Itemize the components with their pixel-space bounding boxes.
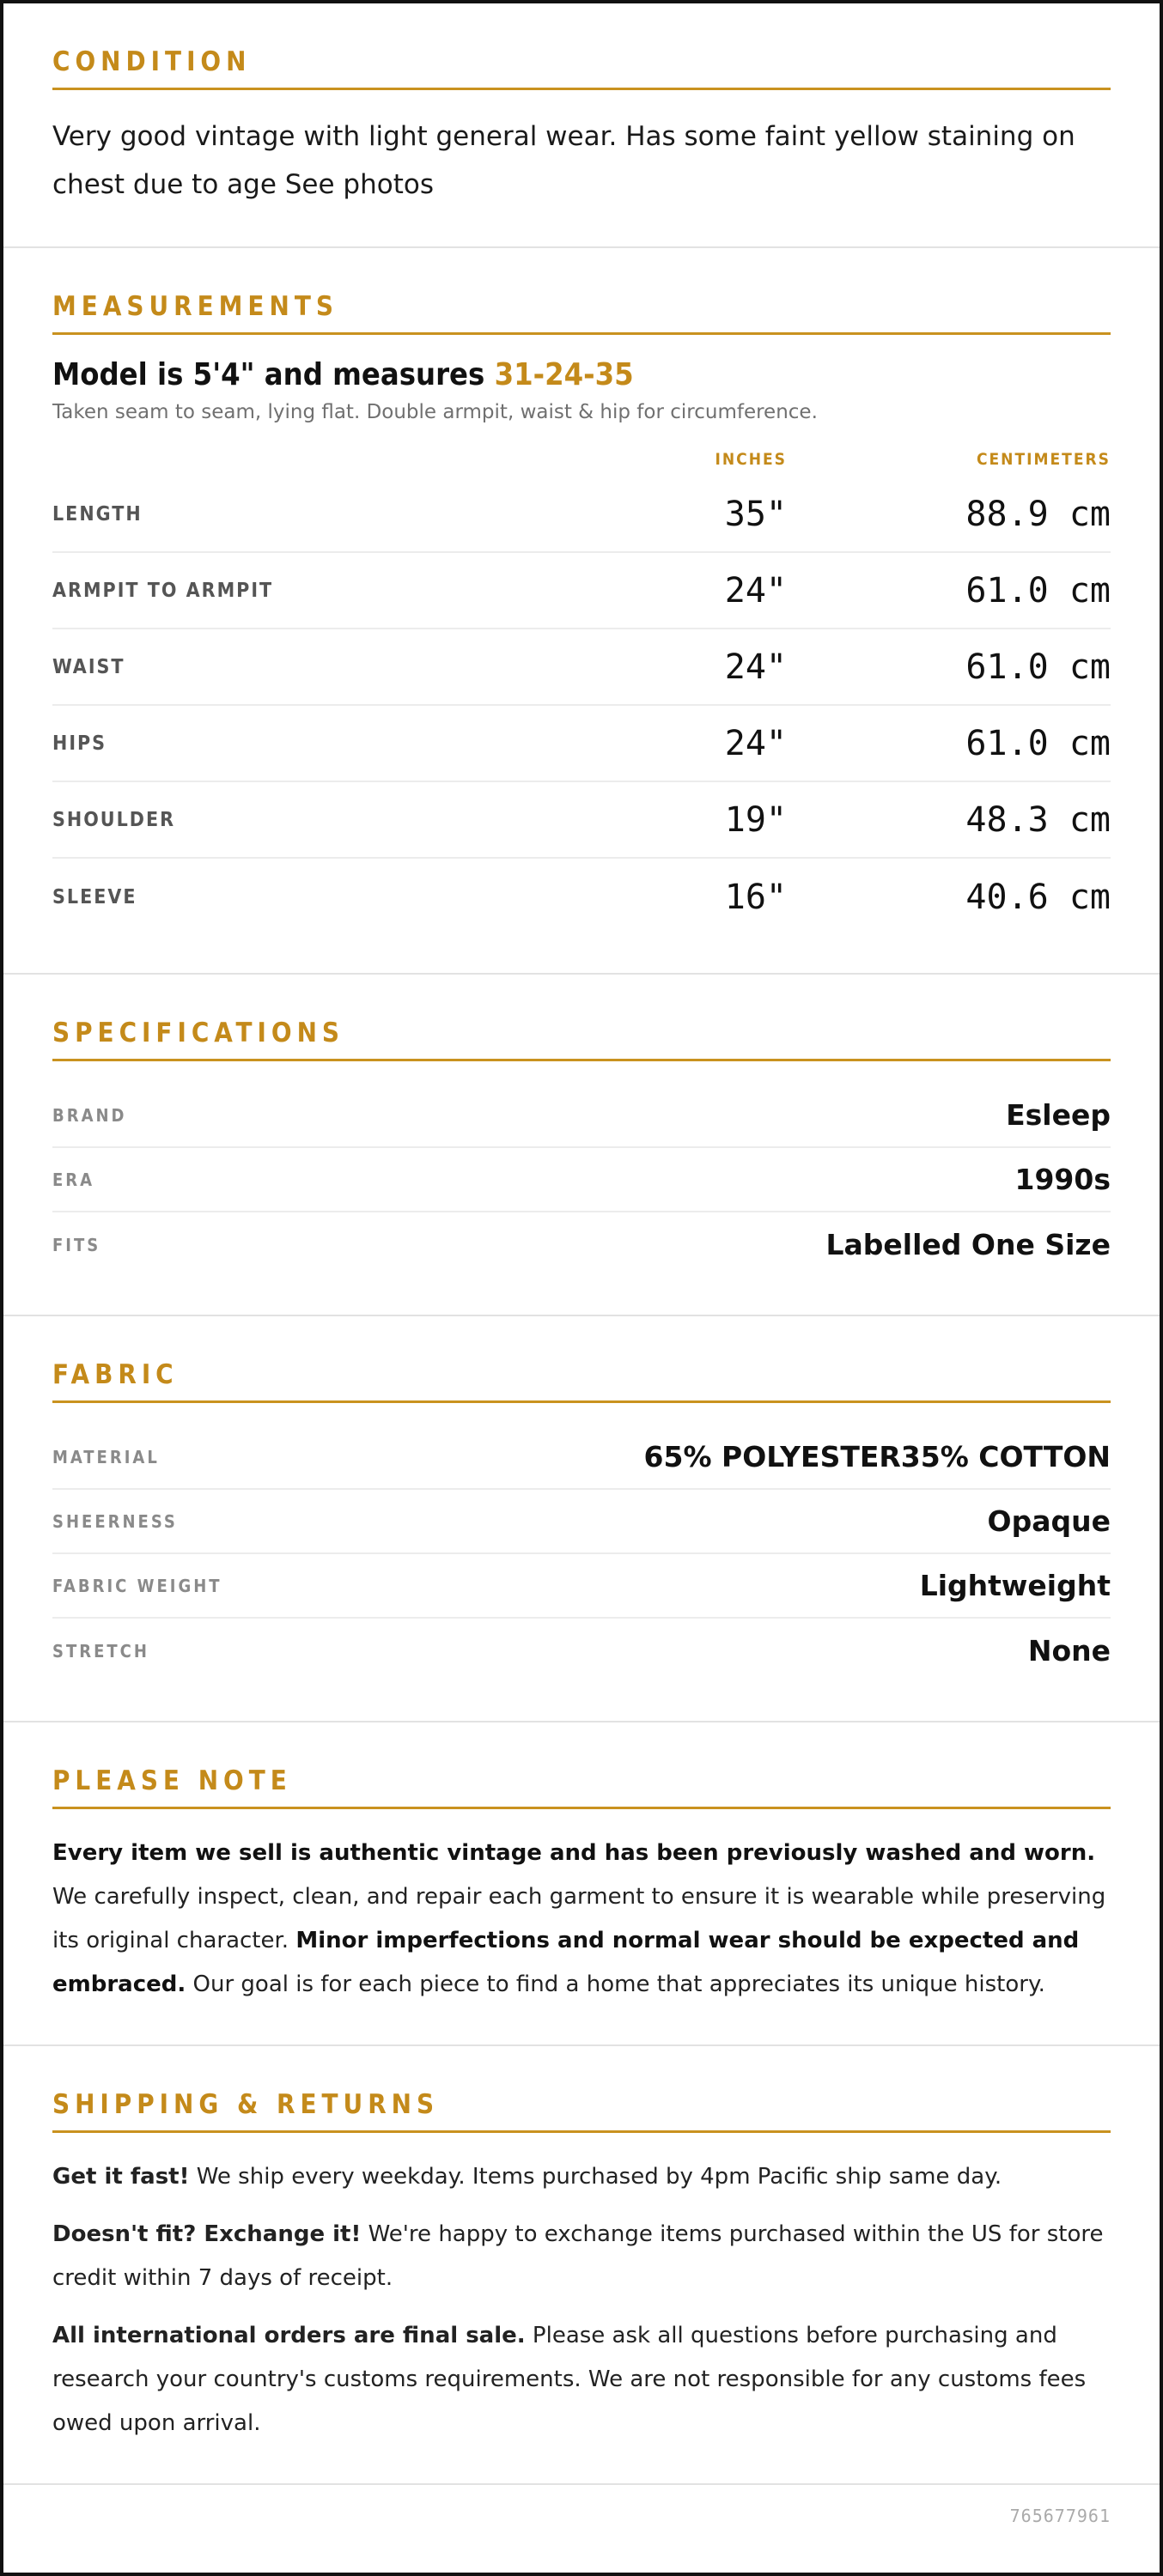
shipping-international-text: Please ask all questions before purchasing and research your country's customs requirements. We are not responsible for any customs fees owed upon arrival. [52,2323,1087,2436]
measurement-label: SHOULDER [52,808,176,831]
shipping-exchange-bold: Doesn't fit? Exchange it! [52,2221,362,2247]
note-text-1: We carefully inspect, clean, and repair each garment to ensure it is wearable while preserving its original character. [52,1884,1106,1953]
condition-text: Very good vintage with light general wear. Has some faint yellow staining on chest due to age See photos [52,121,1075,200]
list-item [52,1425,1111,1490]
shipping-fast-text: We ship every weekday. Items purchased by 4pm Pacific ship same day. [189,2164,1002,2190]
fabric-label: SHEERNESS [52,1510,178,1532]
shipping-title: SHIPPING & RETURNS [52,2089,1111,2133]
measurements-section [3,248,1160,975]
measurement-label: LENGTH [52,502,143,526]
specifications-list [52,1084,1111,1277]
measurement-inches: 24" [724,647,787,687]
measurement-inches: 24" [724,570,787,611]
table-row [52,859,1111,935]
fabric-value: None [1027,1634,1111,1668]
condition-title: CONDITION [52,46,1111,90]
header-inches: INCHES [715,450,787,469]
spec-label: BRAND [52,1104,127,1126]
model-measurements [52,357,1111,392]
measurement-cm: 61.0 cm [965,647,1111,687]
list-item [52,1084,1111,1148]
measurements-header [52,442,1111,477]
measurement-inches: 16" [724,877,787,917]
fabric-title: FABRIC [52,1359,1111,1403]
model-stats: 31-24-35 [494,357,634,392]
fabric-label: STRETCH [52,1640,149,1662]
table-row [52,782,1111,859]
spec-value: Labelled One Size [825,1228,1111,1261]
measurement-inches: 35" [724,494,787,534]
list-item [52,1148,1111,1212]
spec-value: Esleep [1006,1098,1111,1132]
spec-label: FITS [52,1234,101,1255]
table-row [52,629,1111,706]
note-text-2: Our goal is for each piece to find a home that appreciates its unique history. [186,1971,1045,1997]
spec-label: ERA [52,1169,95,1190]
measurement-cm: 40.6 cm [965,877,1111,917]
shipping-international-bold: All international orders are final sale. [52,2323,526,2348]
shipping-fast [52,2155,1111,2199]
shipping-exchange-text: We're happy to exchange items purchased within the US for store credit within 7 days of receipt. [52,2221,1104,2291]
measurements-title: MEASUREMENTS [52,291,1111,335]
spec-value: 1990s [1014,1163,1111,1196]
shipping-international [52,2314,1111,2445]
please-note-title: PLEASE NOTE [52,1765,1111,1809]
table-row [52,477,1111,553]
measurement-inches: 24" [724,723,787,763]
shipping-fast-bold: Get it fast! [52,2164,190,2190]
list-item [52,1619,1111,1683]
fabric-value: 65% POLYESTER35% COTTON [643,1440,1111,1473]
fabric-value: Lightweight [919,1569,1111,1602]
fabric-label: FABRIC WEIGHT [52,1575,222,1596]
header-centimeters: CENTIMETERS [976,450,1111,469]
measurement-label: WAIST [52,655,125,678]
measurement-cm: 48.3 cm [965,799,1111,840]
measurement-label: ARMPIT TO ARMPIT [52,579,274,602]
measurement-cm: 88.9 cm [965,494,1111,534]
measurement-cm: 61.0 cm [965,570,1111,611]
specifications-title: SPECIFICATIONS [52,1018,1111,1061]
fabric-section [3,1316,1160,1722]
measurement-inches: 19" [724,799,787,840]
please-note-section [3,1722,1160,2046]
table-row [52,553,1111,629]
product-sku: 765677961 [1009,2506,1111,2526]
measurement-label: HIPS [52,732,107,755]
model-prefix: Model is 5'4" and measures [52,357,495,392]
please-note-text [52,1832,1111,2007]
list-item [52,1212,1111,1277]
shipping-section [3,2046,1160,2485]
measurement-cm: 61.0 cm [965,723,1111,763]
specifications-section [3,975,1160,1316]
measurements-table [52,477,1111,935]
note-bold-2: Minor imperfections and normal wear should be expected and embraced. [52,1928,1080,1997]
fabric-value: Opaque [987,1504,1111,1538]
table-row [52,706,1111,782]
shipping-exchange [52,2213,1111,2300]
list-item [52,1490,1111,1554]
footer [3,2485,1160,2547]
measurement-label: SLEEVE [52,885,137,908]
fabric-label: MATERIAL [52,1446,160,1467]
measurement-note: Taken seam to seam, lying flat. Double armpit, waist & hip for circumference. [52,401,818,423]
fabric-list [52,1425,1111,1683]
list-item [52,1554,1111,1619]
condition-section [3,3,1160,248]
note-bold-1: Every item we sell is authentic vintage and has been previously washed and worn. [52,1840,1096,1866]
